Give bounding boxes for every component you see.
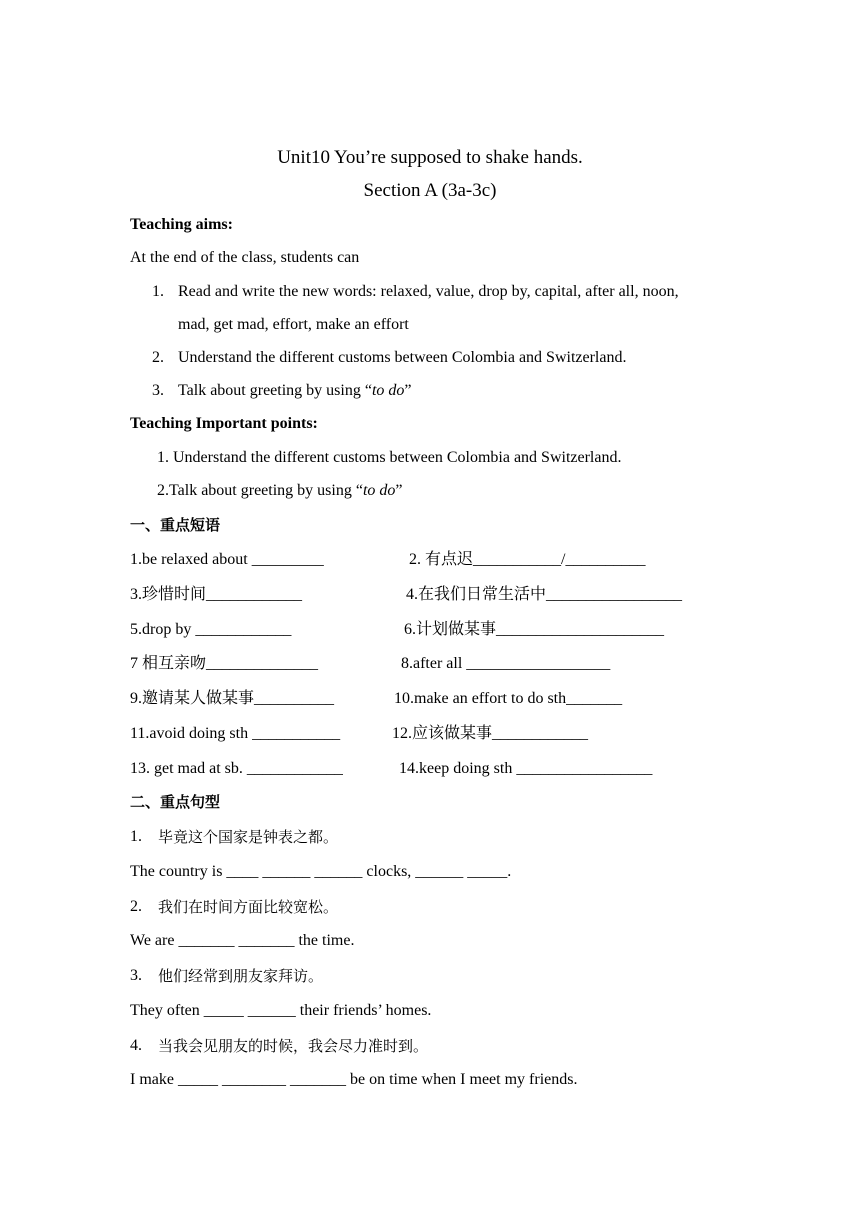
phrase-item: 4.在我们日常生活中_________________: [406, 586, 683, 603]
sentence-chinese: 他们经常到朋友家拜访。: [158, 967, 324, 985]
aims-intro: At the end of the class, students can: [130, 249, 360, 266]
points-heading: Teaching Important points:: [130, 415, 318, 432]
phrase-item: 12.应该做某事____________: [392, 725, 589, 742]
section-subtitle: Section A (3a-3c): [363, 180, 497, 201]
sentence-chinese: 当我会见朋友的时候，我会尽力准时到。: [158, 1037, 429, 1055]
phrase-item: 2. 有点迟___________/__________: [409, 551, 646, 568]
sentence-english: We are _______ _______ the time.: [130, 932, 355, 949]
phrase-item: 13. get mad at sb. ____________: [130, 760, 343, 777]
sentence-english: They often _____ ______ their friends’ homes.: [130, 1002, 432, 1019]
sentence-english: I make _____ ________ _______ be on time when I meet my friends.: [130, 1071, 578, 1088]
phrase-item: 1.be relaxed about _________: [130, 551, 324, 568]
page-title: Unit10 You’re supposed to shake hands.: [277, 147, 583, 168]
sentence-number: 3.: [130, 967, 142, 984]
sentence-chinese: 毕竟这个国家是钟表之都。: [158, 828, 339, 846]
aims-heading: Teaching aims:: [130, 216, 233, 233]
aim-text-post: ”: [404, 382, 412, 399]
point-text-post: ”: [395, 482, 403, 499]
phrase-item: 3.珍惜时间____________: [130, 586, 303, 603]
aim-text-pre: Talk about greeting by using “: [178, 382, 372, 399]
phrases-heading: 一、重点短语: [130, 516, 221, 534]
aim-text-italic: to do: [371, 382, 405, 399]
aim-number: 2.: [152, 349, 164, 366]
phrase-item: 8.after all __________________: [401, 655, 611, 672]
aim-number: 3.: [152, 382, 164, 399]
phrase-item: 5.drop by ____________: [130, 621, 292, 638]
aim-text-continued: mad, get mad, effort, make an effort: [178, 316, 409, 333]
point-text-pre: 2.Talk about greeting by using “: [157, 482, 363, 499]
phrase-item: 7 相互亲吻______________: [130, 655, 319, 672]
sentence-chinese: 我们在时间方面比较宽松。: [158, 898, 339, 916]
point-item: [157, 481, 403, 501]
phrase-item: 11.avoid doing sth ___________: [130, 725, 341, 742]
aim-text: Read and write the new words: relaxed, value, drop by, capital, after all, noon,: [178, 283, 679, 300]
sentence-english: The country is ____ ______ ______ clocks, ______ _____.: [130, 863, 512, 880]
phrase-item: 9.邀请某人做某事__________: [130, 690, 335, 707]
sentence-number: 1.: [130, 828, 142, 845]
phrase-item: 6.计划做某事_____________________: [404, 621, 665, 638]
sentence-number: 2.: [130, 898, 142, 915]
phrase-item: 10.make an effort to do sth_______: [394, 690, 623, 707]
aim-text: [178, 381, 412, 401]
aim-text: Understand the different customs between Colombia and Switzerland.: [178, 349, 627, 366]
phrase-item: 14.keep doing sth _________________: [399, 760, 653, 777]
point-text-italic: to do: [362, 482, 396, 499]
aim-number: 1.: [152, 283, 164, 300]
point-item: 1. Understand the different customs between Colombia and Switzerland.: [157, 449, 622, 466]
sentence-number: 4.: [130, 1037, 142, 1054]
sentences-heading: 二、重点句型: [130, 793, 221, 811]
